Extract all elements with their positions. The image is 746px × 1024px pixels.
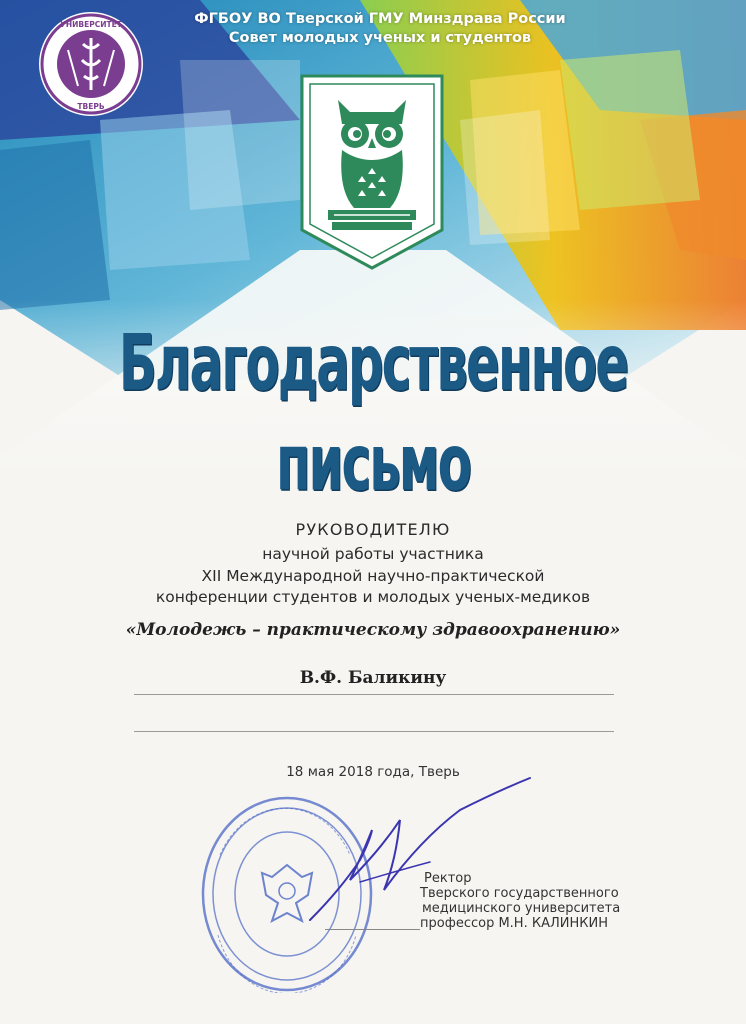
issuer-header [160,10,600,48]
issue-date: 18 мая 2018 года, Тверь [286,764,460,780]
conference-name: «Молодежь – практическому здравоохранению» [125,620,621,640]
logo-bottom-text: ТВЕРЬ [77,102,105,111]
logo-top-text: УНИВЕРСИТЕТ [60,20,122,29]
certificate-title-line-1: Благодарственное [118,318,628,408]
signer-title: Ректор [424,871,472,886]
award-description [90,544,656,609]
description-line-1: научной работы участника [262,545,484,563]
name-underline [134,694,614,695]
signer-block [420,871,640,931]
certificate-title-line-2: письмо [275,418,471,508]
signer-org-line-1: Тверского государственного [420,886,619,901]
owl-on-books-icon [298,72,446,272]
recipient-name: В.Ф. Баликину [299,668,447,688]
description-line-3: конференции студентов и молодых ученых-медиков [155,588,591,606]
recipient-role: РУКОВОДИТЕЛЮ [295,520,451,539]
issuer-line-1: ФГБОУ ВО Тверской ГМУ Минздрава России [194,11,566,27]
blank-underline [134,731,614,732]
issuer-line-2: Совет молодых ученых и студентов [228,30,532,46]
signature-line [325,929,420,930]
signer-name: профессор М.Н. КАЛИНКИН [420,916,608,931]
signer-org-line-2: медицинского университета [422,901,621,916]
university-emblem-icon [38,10,144,118]
description-line-2: XII Международной научно-практической [201,566,545,585]
